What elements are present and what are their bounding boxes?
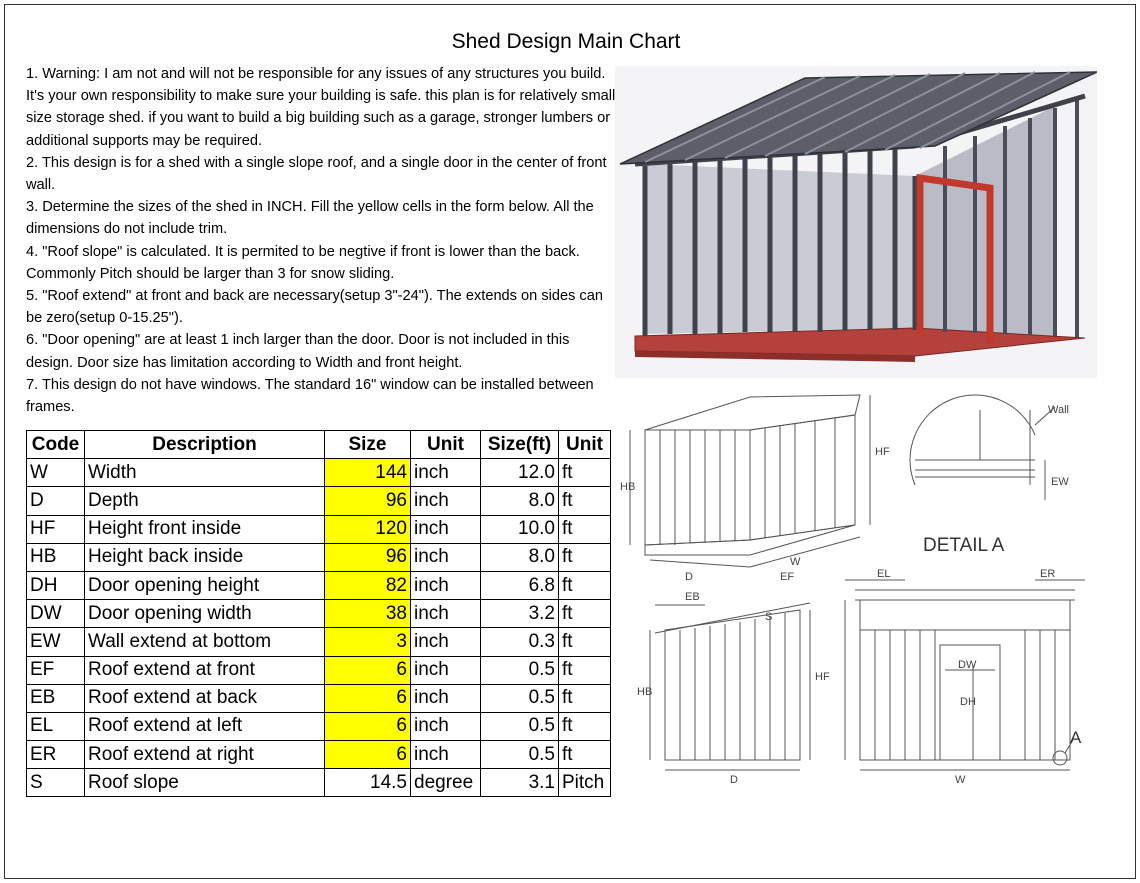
row-unit: inch <box>411 571 481 599</box>
row-size[interactable]: 38 <box>325 600 411 628</box>
row-code: DW <box>27 600 85 628</box>
table-row <box>27 712 611 740</box>
row-code: EF <box>27 656 85 684</box>
table-row <box>27 628 611 656</box>
dimension-table <box>26 430 611 797</box>
row-unit-ft: ft <box>559 628 611 656</box>
row-unit-ft: ft <box>559 741 611 769</box>
row-size[interactable]: 144 <box>325 459 411 487</box>
label-el: EL <box>877 568 891 580</box>
row-size-ft: 12.0 <box>481 459 559 487</box>
row-unit-ft: ft <box>559 515 611 543</box>
row-unit: inch <box>411 684 481 712</box>
row-unit: degree <box>411 769 481 797</box>
row-unit: inch <box>411 515 481 543</box>
table-row <box>27 487 611 515</box>
row-size-ft: 3.1 <box>481 769 559 797</box>
label-a: A <box>1070 728 1082 747</box>
row-description: Height front inside <box>85 515 325 543</box>
note-6: 6. "Door opening" are at least 1 inch larger than the door. Door is not included in this design. Door size has limitation according to Width and front height. <box>26 332 570 371</box>
row-unit-ft: ft <box>559 684 611 712</box>
label-w-iso: W <box>790 556 801 568</box>
row-description: Roof extend at back <box>85 684 325 712</box>
table-row <box>27 515 611 543</box>
row-unit-ft: ft <box>559 600 611 628</box>
label-er: ER <box>1040 568 1056 580</box>
row-unit-ft: ft <box>559 656 611 684</box>
row-code: ER <box>27 741 85 769</box>
table-row <box>27 656 611 684</box>
row-code: D <box>27 487 85 515</box>
header-unit: Unit <box>411 431 481 459</box>
row-description: Roof extend at front <box>85 656 325 684</box>
header-code: Code <box>27 431 85 459</box>
note-2: 2. This design is for a shed with a single slope roof, and a single door in the center of front wall. <box>26 154 607 194</box>
table-row <box>27 741 611 769</box>
row-unit-ft: ft <box>559 543 611 571</box>
row-unit: inch <box>411 656 481 684</box>
row-unit: inch <box>411 543 481 571</box>
row-size-ft: 8.0 <box>481 487 559 515</box>
label-hb-iso: HB <box>620 481 636 493</box>
row-unit-ft: Pitch <box>559 769 611 797</box>
row-unit-ft: ft <box>559 459 611 487</box>
table-row <box>27 600 611 628</box>
row-size[interactable]: 96 <box>325 487 411 515</box>
row-unit-ft: ft <box>559 712 611 740</box>
row-description: Door opening height <box>85 571 325 599</box>
label-dw: DW <box>958 659 977 671</box>
row-size[interactable]: 82 <box>325 571 411 599</box>
row-size[interactable]: 96 <box>325 543 411 571</box>
row-unit: inch <box>411 487 481 515</box>
table-row <box>27 543 611 571</box>
row-description: Roof extend at left <box>85 712 325 740</box>
row-code: W <box>27 459 85 487</box>
label-ef: EF <box>780 571 795 583</box>
row-code: HB <box>27 543 85 571</box>
row-description: Wall extend at bottom <box>85 628 325 656</box>
row-description: Roof slope <box>85 769 325 797</box>
page-title: Shed Design Main Chart <box>451 30 681 53</box>
shed-3d-render <box>615 66 1097 378</box>
label-w-front: W <box>955 774 966 785</box>
table-header-row <box>27 431 611 459</box>
row-unit: inch <box>411 628 481 656</box>
row-size-ft: 0.5 <box>481 712 559 740</box>
row-description: Width <box>85 459 325 487</box>
header-unit-ft: Unit <box>559 431 611 459</box>
row-size[interactable]: 120 <box>325 515 411 543</box>
row-size[interactable]: 6 <box>325 712 411 740</box>
row-code: EW <box>27 628 85 656</box>
row-unit-ft: ft <box>559 487 611 515</box>
row-unit: inch <box>411 741 481 769</box>
row-size-ft: 8.0 <box>481 543 559 571</box>
row-size-ft: 0.5 <box>481 684 559 712</box>
row-description: Roof extend at right <box>85 741 325 769</box>
row-description: Height back inside <box>85 543 325 571</box>
table-row <box>27 684 611 712</box>
row-size: 14.5 <box>325 769 411 797</box>
row-size[interactable]: 6 <box>325 741 411 769</box>
row-size-ft: 6.8 <box>481 571 559 599</box>
detail-a-label: DETAIL A <box>923 535 1005 556</box>
label-hf-side: HF <box>815 671 830 683</box>
note-5: 5. "Roof extend" at front and back are necessary(setup 3"-24"). The extends on sides can be zero(setup 0-15.25"). <box>26 288 603 327</box>
row-size-ft: 10.0 <box>481 515 559 543</box>
row-size-ft: 0.5 <box>481 656 559 684</box>
instructions <box>26 63 616 418</box>
row-code: DH <box>27 571 85 599</box>
shed-line-diagrams <box>615 385 1135 785</box>
note-3: 3. Determine the sizes of the shed in INCH. Fill the yellow cells in the form below. All the dimensions do not include trim. <box>26 199 594 238</box>
row-description: Depth <box>85 487 325 515</box>
label-eb: EB <box>685 591 700 603</box>
row-description: Door opening width <box>85 600 325 628</box>
label-d-side: D <box>730 774 738 785</box>
label-hf-iso: HF <box>875 446 890 458</box>
table-row <box>27 459 611 487</box>
row-size[interactable]: 6 <box>325 656 411 684</box>
header-description: Description <box>85 431 325 459</box>
note-1: 1. Warning: I am not and will not be responsible for any issues of any structures you build. It's your own responsibility to make sure your building is safe. this plan is for relatively small size storage shed. if you want to build a big building such as a garage, stronger lumbers or additional supports may be required. <box>26 66 616 149</box>
label-hb-side: HB <box>637 686 653 698</box>
table-body <box>27 459 611 797</box>
row-size[interactable]: 6 <box>325 684 411 712</box>
row-unit: inch <box>411 459 481 487</box>
label-s: S <box>765 611 773 623</box>
row-code: HF <box>27 515 85 543</box>
row-size[interactable]: 3 <box>325 628 411 656</box>
row-code: EB <box>27 684 85 712</box>
row-unit: inch <box>411 712 481 740</box>
note-4: 4. "Roof slope" is calculated. It is permited to be negtive if front is lower than the back. Commonly Pitch should be larger than 3 for snow sliding. <box>26 243 580 282</box>
label-dh: DH <box>960 696 976 708</box>
row-code: EL <box>27 712 85 740</box>
row-unit-ft: ft <box>559 571 611 599</box>
row-size-ft: 3.2 <box>481 600 559 628</box>
table-row <box>27 571 611 599</box>
row-size-ft: 0.5 <box>481 741 559 769</box>
row-unit: inch <box>411 600 481 628</box>
header-size: Size <box>325 431 411 459</box>
label-ew: EW <box>1051 476 1069 488</box>
row-size-ft: 0.3 <box>481 628 559 656</box>
table-row <box>27 769 611 797</box>
header-size-ft: Size(ft) <box>481 431 559 459</box>
label-d-iso: D <box>685 571 693 583</box>
row-code: S <box>27 769 85 797</box>
label-wall: Wall <box>1048 404 1069 416</box>
note-7: 7. This design do not have windows. The standard 16" window can be installed between frames. <box>26 376 594 416</box>
